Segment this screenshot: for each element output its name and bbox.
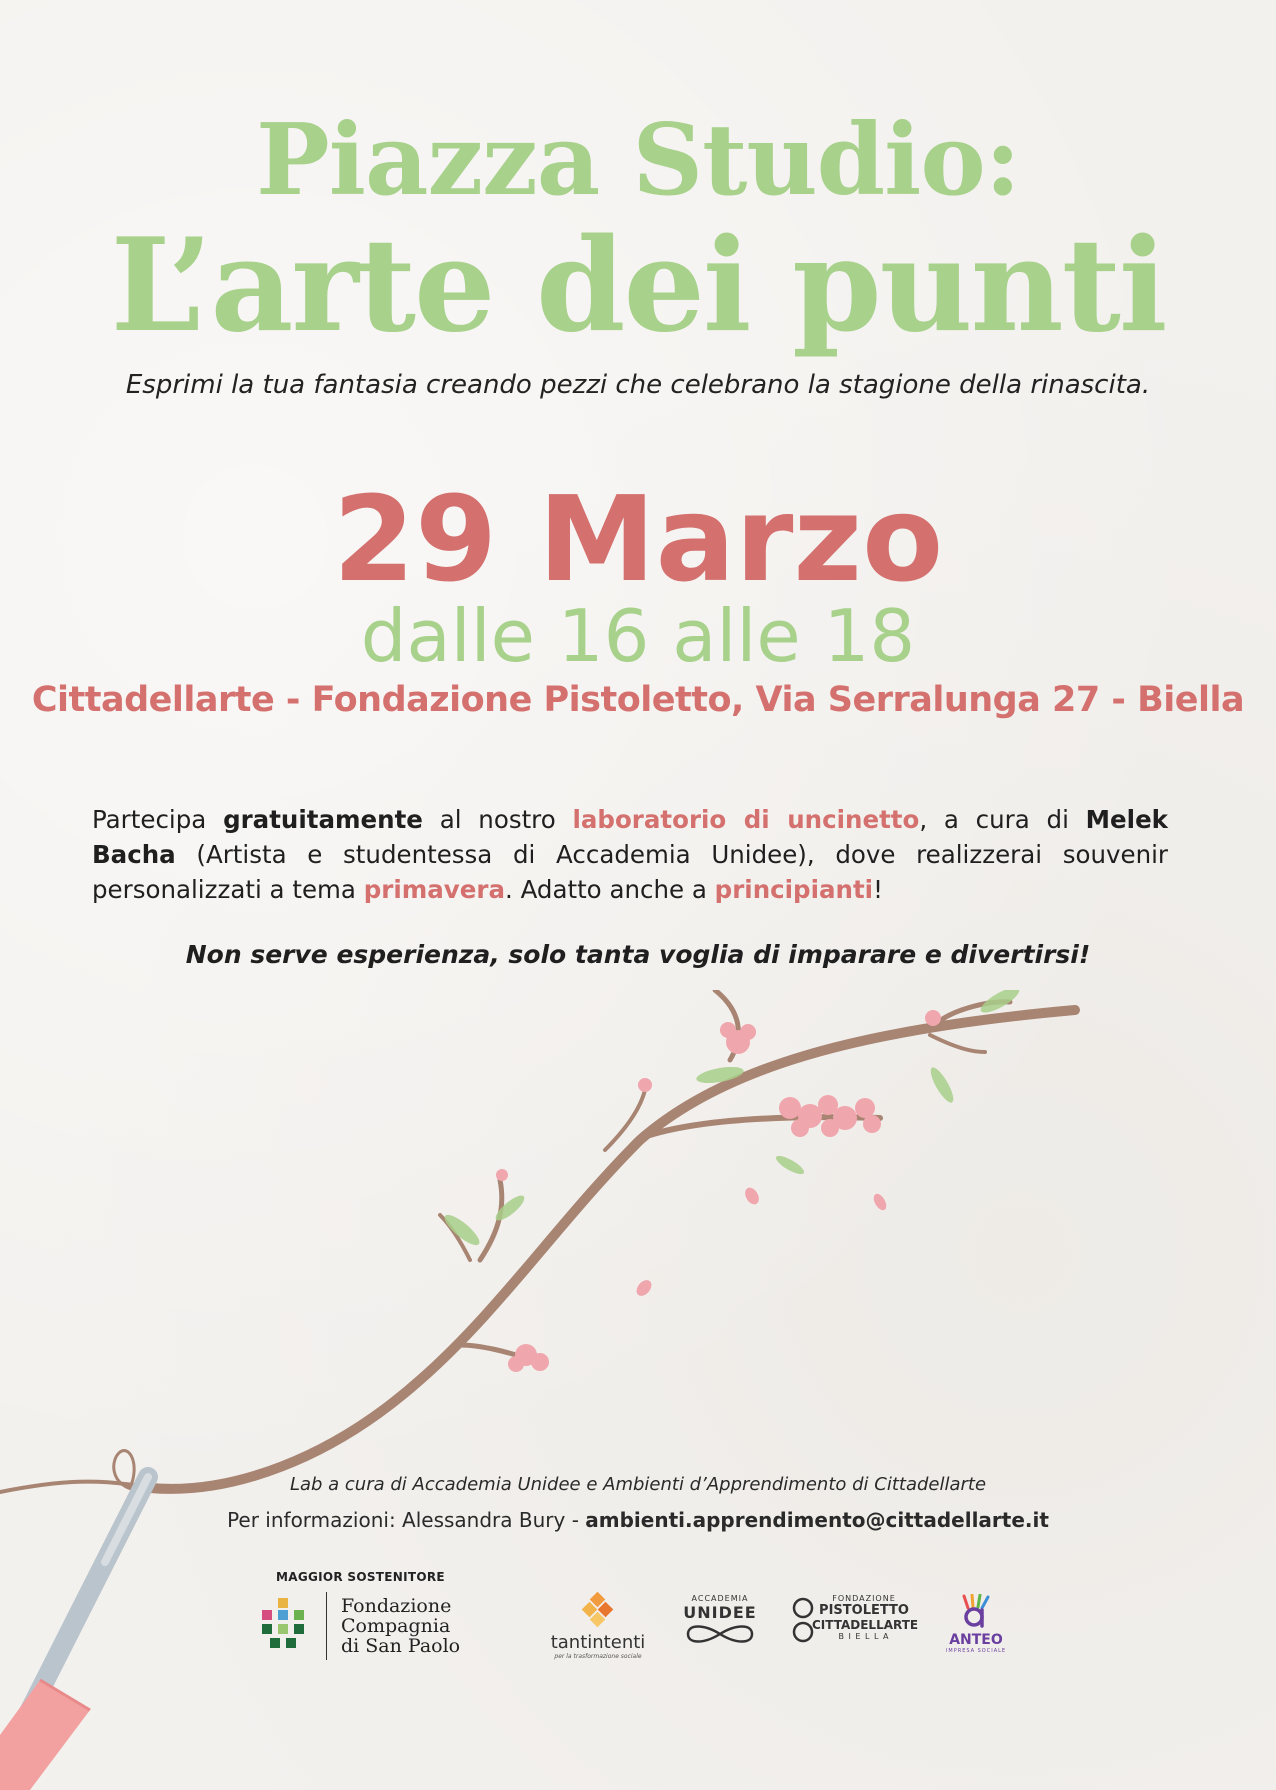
infinity-icon	[684, 1622, 756, 1646]
beginners-highlight: principianti	[714, 875, 874, 904]
sponsor-label: MAGGIOR SOSTENITORE	[276, 1570, 445, 1584]
title-line-1: Piazza Studio:	[256, 103, 1020, 218]
contact-info: Per informazioni: Alessandra Bury - ambienti.apprendimento@cittadellarte.it	[227, 1508, 1049, 1532]
subtitle: Esprimi la tua fantasia creando pezzi che celebrano la stagione della rinascita.	[125, 370, 1151, 400]
anteo-logo: ANTEO IMPRESA SOCIALE	[936, 1594, 1016, 1654]
unidee-logo: ACCADEMIA UNIDEE	[680, 1594, 760, 1650]
fondazione-compagnia-logo: Fondazione Compagnia di San Paolo	[262, 1592, 460, 1660]
workshop-highlight: laboratorio di uncinetto	[572, 805, 920, 834]
tantintenti-logo: tantintenti per la trasformazione sociale	[548, 1592, 648, 1660]
pistoletto-symbol-icon	[788, 1596, 818, 1644]
pistoletto-logo: FONDAZIONE PISTOLETTO CITTADELLARTE B I E L L A	[788, 1594, 916, 1641]
checker-icon	[262, 1598, 304, 1654]
blossom-branch-illustration	[0, 990, 1276, 1790]
event-date: 29 Marzo	[332, 470, 944, 608]
free-emphasis: gratuitamente	[223, 805, 423, 834]
event-time: dalle 16 alle 18	[360, 594, 916, 678]
artist-name: Melek Bacha	[92, 805, 1168, 869]
title-line-2: L’arte dei punti	[110, 211, 1166, 361]
credit-line: Lab a cura di Accademia Unidee e Ambienti d’Apprendimento di Cittadellarte	[289, 1474, 987, 1495]
event-place: Cittadellarte - Fondazione Pistoletto, Via Serralunga 27 - Biella	[31, 680, 1245, 720]
spring-highlight: primavera	[363, 875, 505, 904]
contact-email[interactable]: ambienti.apprendimento@cittadellarte.it	[585, 1508, 1049, 1532]
tantintenti-icon	[578, 1592, 618, 1628]
description-paragraph: Partecipa gratuitamente al nostro laboratorio di uncinetto, a cura di Melek Bacha (Artista e studentessa di Accademia Unidee), dove realizzerai souvenir personalizzati a tema primavera. Adatto anche a principianti!	[92, 805, 1168, 904]
callout-text: Non serve esperienza, solo tanta voglia di imparare e divertirsi!	[185, 940, 1091, 969]
anteo-icon	[956, 1594, 996, 1628]
